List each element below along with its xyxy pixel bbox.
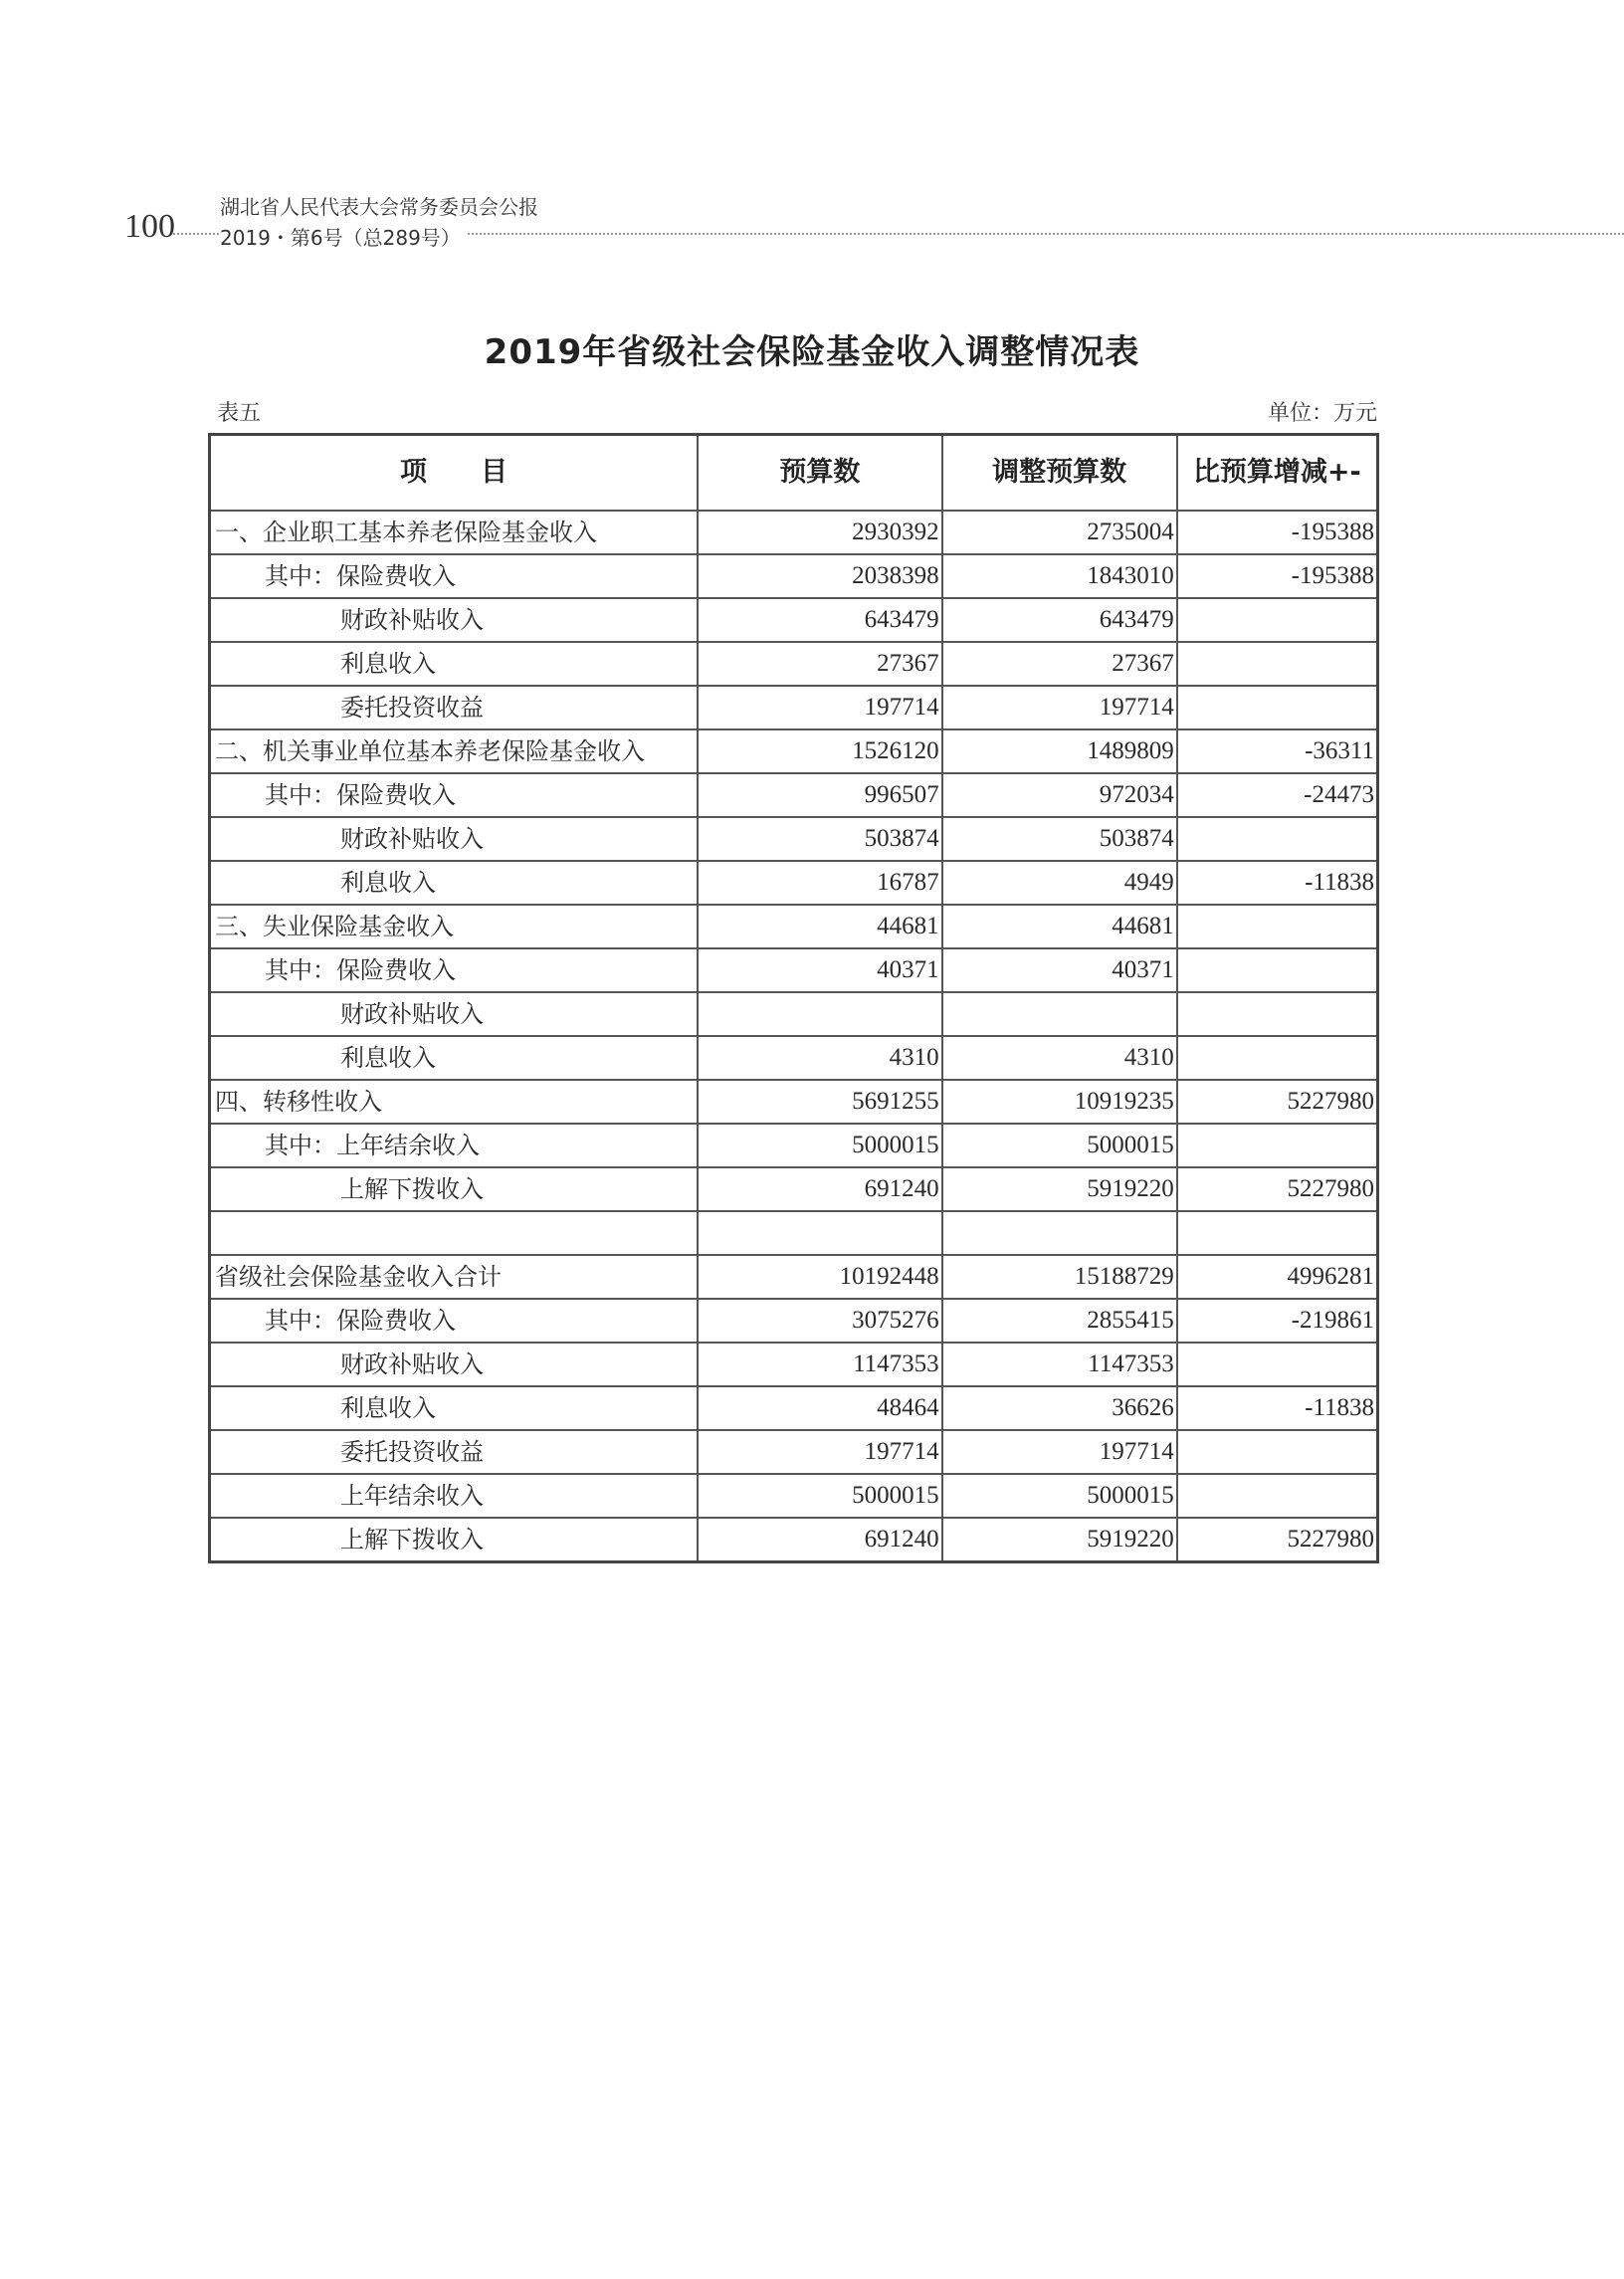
table-header-row	[210, 435, 1378, 512]
row-adjusted-value	[942, 992, 1177, 1036]
page-number: 100	[124, 208, 175, 245]
row-adjusted-value: 27367	[942, 642, 1177, 686]
table-row	[210, 992, 1378, 1036]
row-adjusted-value: 1147353	[942, 1343, 1177, 1386]
row-item-label: 上解下拨收入	[210, 1518, 699, 1562]
table-label: 表五	[217, 401, 262, 426]
row-adjusted-value: 5000015	[942, 1124, 1177, 1167]
row-item-label: 其中：保险费收入	[210, 773, 699, 817]
row-change-value	[1177, 1474, 1378, 1518]
row-budget-value: 691240	[698, 1167, 942, 1211]
row-budget-value: 503874	[698, 817, 942, 861]
table-row	[210, 1430, 1378, 1474]
row-adjusted-value: 1489809	[942, 729, 1177, 773]
row-budget-value: 44681	[698, 905, 942, 948]
row-budget-value: 5000015	[698, 1124, 942, 1167]
table-row	[210, 905, 1378, 948]
row-budget-value: 643479	[698, 598, 942, 642]
table-body	[210, 511, 1378, 1562]
row-change-value	[1177, 905, 1378, 948]
table-row	[210, 1255, 1378, 1299]
row-item-label: 财政补贴收入	[210, 992, 699, 1036]
row-change-value	[1177, 1343, 1378, 1386]
fund-income-table	[208, 433, 1379, 1563]
row-change-value	[1177, 1124, 1378, 1167]
journal-name: 湖北省人民代表大会常务委员会公报	[220, 195, 538, 219]
table-row	[210, 1474, 1378, 1518]
row-item-label: 财政补贴收入	[210, 1343, 699, 1386]
row-change-value: -219861	[1177, 1299, 1378, 1343]
row-item-label: 利息收入	[210, 642, 699, 686]
table-row	[210, 729, 1378, 773]
row-item-label: 上年结余收入	[210, 1474, 699, 1518]
row-item-label: 委托投资收益	[210, 1430, 699, 1474]
header-item: 项 目	[210, 435, 699, 512]
row-item-label: 三、失业保险基金收入	[210, 905, 699, 948]
header-change: 比预算增减+-	[1177, 435, 1378, 512]
row-adjusted-value: 36626	[942, 1386, 1177, 1430]
row-budget-value: 1147353	[698, 1343, 942, 1386]
row-change-value: -11838	[1177, 861, 1378, 905]
row-item-label: 财政补贴收入	[210, 817, 699, 861]
row-item-label: 上解下拨收入	[210, 1167, 699, 1211]
row-item-label: 财政补贴收入	[210, 598, 699, 642]
row-item-label: 利息收入	[210, 1386, 699, 1430]
table-row	[210, 1167, 1378, 1211]
row-change-value	[1177, 1430, 1378, 1474]
row-budget-value: 691240	[698, 1518, 942, 1562]
row-adjusted-value: 2855415	[942, 1299, 1177, 1343]
row-change-value: -11838	[1177, 1386, 1378, 1430]
table-row	[210, 598, 1378, 642]
row-adjusted-value: 5000015	[942, 1474, 1177, 1518]
row-change-value: -195388	[1177, 511, 1378, 554]
table-row	[210, 1080, 1378, 1124]
row-change-value: -24473	[1177, 773, 1378, 817]
row-adjusted-value: 2735004	[942, 511, 1177, 554]
table-row	[210, 817, 1378, 861]
row-budget-value	[698, 1211, 942, 1255]
row-item-label: 其中：保险费收入	[210, 948, 699, 992]
row-adjusted-value: 972034	[942, 773, 1177, 817]
table-row	[210, 554, 1378, 598]
row-budget-value: 48464	[698, 1386, 942, 1430]
row-budget-value: 4310	[698, 1036, 942, 1080]
row-change-value	[1177, 817, 1378, 861]
row-adjusted-value: 197714	[942, 1430, 1177, 1474]
row-budget-value: 3075276	[698, 1299, 942, 1343]
row-adjusted-value: 5919220	[942, 1167, 1177, 1211]
row-budget-value: 27367	[698, 642, 942, 686]
row-change-value	[1177, 598, 1378, 642]
row-budget-value: 197714	[698, 686, 942, 729]
row-budget-value: 197714	[698, 1430, 942, 1474]
table-row	[210, 1343, 1378, 1386]
row-budget-value: 40371	[698, 948, 942, 992]
row-budget-value: 2930392	[698, 511, 942, 554]
row-adjusted-value: 197714	[942, 686, 1177, 729]
row-change-value: -36311	[1177, 729, 1378, 773]
row-change-value	[1177, 1211, 1378, 1255]
table-row	[210, 1386, 1378, 1430]
issue-number: 2019・第6号（总289号）	[220, 222, 467, 251]
row-adjusted-value: 503874	[942, 817, 1177, 861]
row-change-value	[1177, 948, 1378, 992]
row-adjusted-value	[942, 1211, 1177, 1255]
row-change-value: 5227980	[1177, 1080, 1378, 1124]
page-header	[0, 0, 1624, 259]
table-row	[210, 511, 1378, 554]
row-change-value: -195388	[1177, 554, 1378, 598]
row-item-label: 二、机关事业单位基本养老保险基金收入	[210, 729, 699, 773]
table-row	[210, 686, 1378, 729]
row-item-label: 委托投资收益	[210, 686, 699, 729]
table-row	[210, 948, 1378, 992]
unit-label: 单位：万元	[1267, 401, 1377, 426]
row-item-label: 省级社会保险基金收入合计	[210, 1255, 699, 1299]
table-row	[210, 1211, 1378, 1255]
row-change-value	[1177, 992, 1378, 1036]
table-row	[210, 773, 1378, 817]
row-change-value: 5227980	[1177, 1518, 1378, 1562]
row-adjusted-value: 4949	[942, 861, 1177, 905]
row-item-label: 四、转移性收入	[210, 1080, 699, 1124]
row-adjusted-value: 15188729	[942, 1255, 1177, 1299]
row-adjusted-value: 44681	[942, 905, 1177, 948]
row-item-label: 一、企业职工基本养老保险基金收入	[210, 511, 699, 554]
row-budget-value: 2038398	[698, 554, 942, 598]
table-row	[210, 1124, 1378, 1167]
row-budget-value: 1526120	[698, 729, 942, 773]
row-adjusted-value: 1843010	[942, 554, 1177, 598]
row-item-label: 其中：上年结余收入	[210, 1124, 699, 1167]
row-adjusted-value: 40371	[942, 948, 1177, 992]
row-change-value	[1177, 642, 1378, 686]
header-adjusted: 调整预算数	[942, 435, 1177, 512]
row-change-value: 4996281	[1177, 1255, 1378, 1299]
row-adjusted-value: 5919220	[942, 1518, 1177, 1562]
row-item-label: 其中：保险费收入	[210, 554, 699, 598]
row-budget-value: 16787	[698, 861, 942, 905]
row-budget-value: 996507	[698, 773, 942, 817]
row-budget-value: 5000015	[698, 1474, 942, 1518]
table-row	[210, 1036, 1378, 1080]
row-item-label	[210, 1211, 699, 1255]
table-row	[210, 1518, 1378, 1562]
row-adjusted-value: 10919235	[942, 1080, 1177, 1124]
row-item-label: 利息收入	[210, 861, 699, 905]
row-change-value	[1177, 1036, 1378, 1080]
table-row	[210, 1299, 1378, 1343]
row-budget-value: 5691255	[698, 1080, 942, 1124]
row-adjusted-value: 4310	[942, 1036, 1177, 1080]
row-budget-value	[698, 992, 942, 1036]
table-row	[210, 642, 1378, 686]
row-change-value	[1177, 686, 1378, 729]
row-item-label: 利息收入	[210, 1036, 699, 1080]
row-item-label: 其中：保险费收入	[210, 1299, 699, 1343]
table-row	[210, 861, 1378, 905]
row-budget-value: 10192448	[698, 1255, 942, 1299]
row-change-value: 5227980	[1177, 1167, 1378, 1211]
row-adjusted-value: 643479	[942, 598, 1177, 642]
header-budget: 预算数	[698, 435, 942, 512]
page-title: 2019年省级社会保险基金收入调整情况表	[484, 332, 1140, 372]
